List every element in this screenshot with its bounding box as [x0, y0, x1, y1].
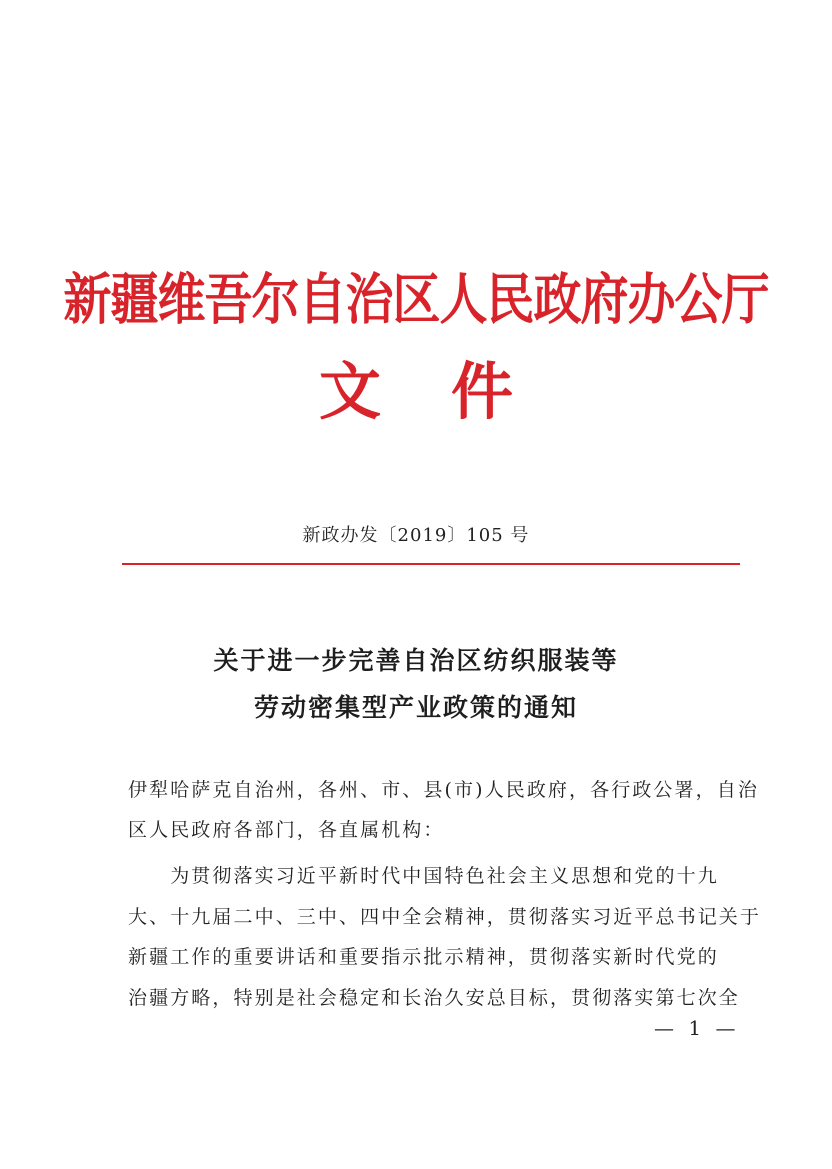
- page-number: — 1 —: [654, 1016, 740, 1040]
- body-line-2: 区人民政府各部门，各直属机构：: [128, 819, 445, 841]
- red-separator-line: [122, 563, 740, 565]
- body-line-4: 大、十九届二中、三中、四中全会精神，贯彻落实习近平总书记关于: [128, 906, 762, 928]
- body-line-6: 治疆方略，特别是社会稳定和长治久安总目标，贯彻落实第七次全: [128, 987, 740, 1009]
- document-number: 新政办发〔2019〕105 号: [302, 525, 530, 546]
- body-line-5: 新疆工作的重要讲话和重要指示批示精神，贯彻落实新时代党的: [128, 946, 719, 968]
- issuer-name: 新疆维吾尔自治区人民政府办公厅: [63, 267, 769, 333]
- body-line-1: 伊犁哈萨克自治州，各州、市、县(市)人民政府，各行政公署，自治: [128, 779, 759, 801]
- body-line-3: 为贯彻落实习近平新时代中国特色社会主义思想和党的十九: [128, 865, 719, 887]
- document-type-char-2: 件: [451, 355, 514, 428]
- document-type-heading: [0, 356, 832, 428]
- document-type-char-1: 文: [318, 355, 381, 428]
- title-line-1: 关于进一步完善自治区纺织服装等: [213, 646, 619, 675]
- title-line-2: 劳动密集型产业政策的通知: [253, 693, 578, 722]
